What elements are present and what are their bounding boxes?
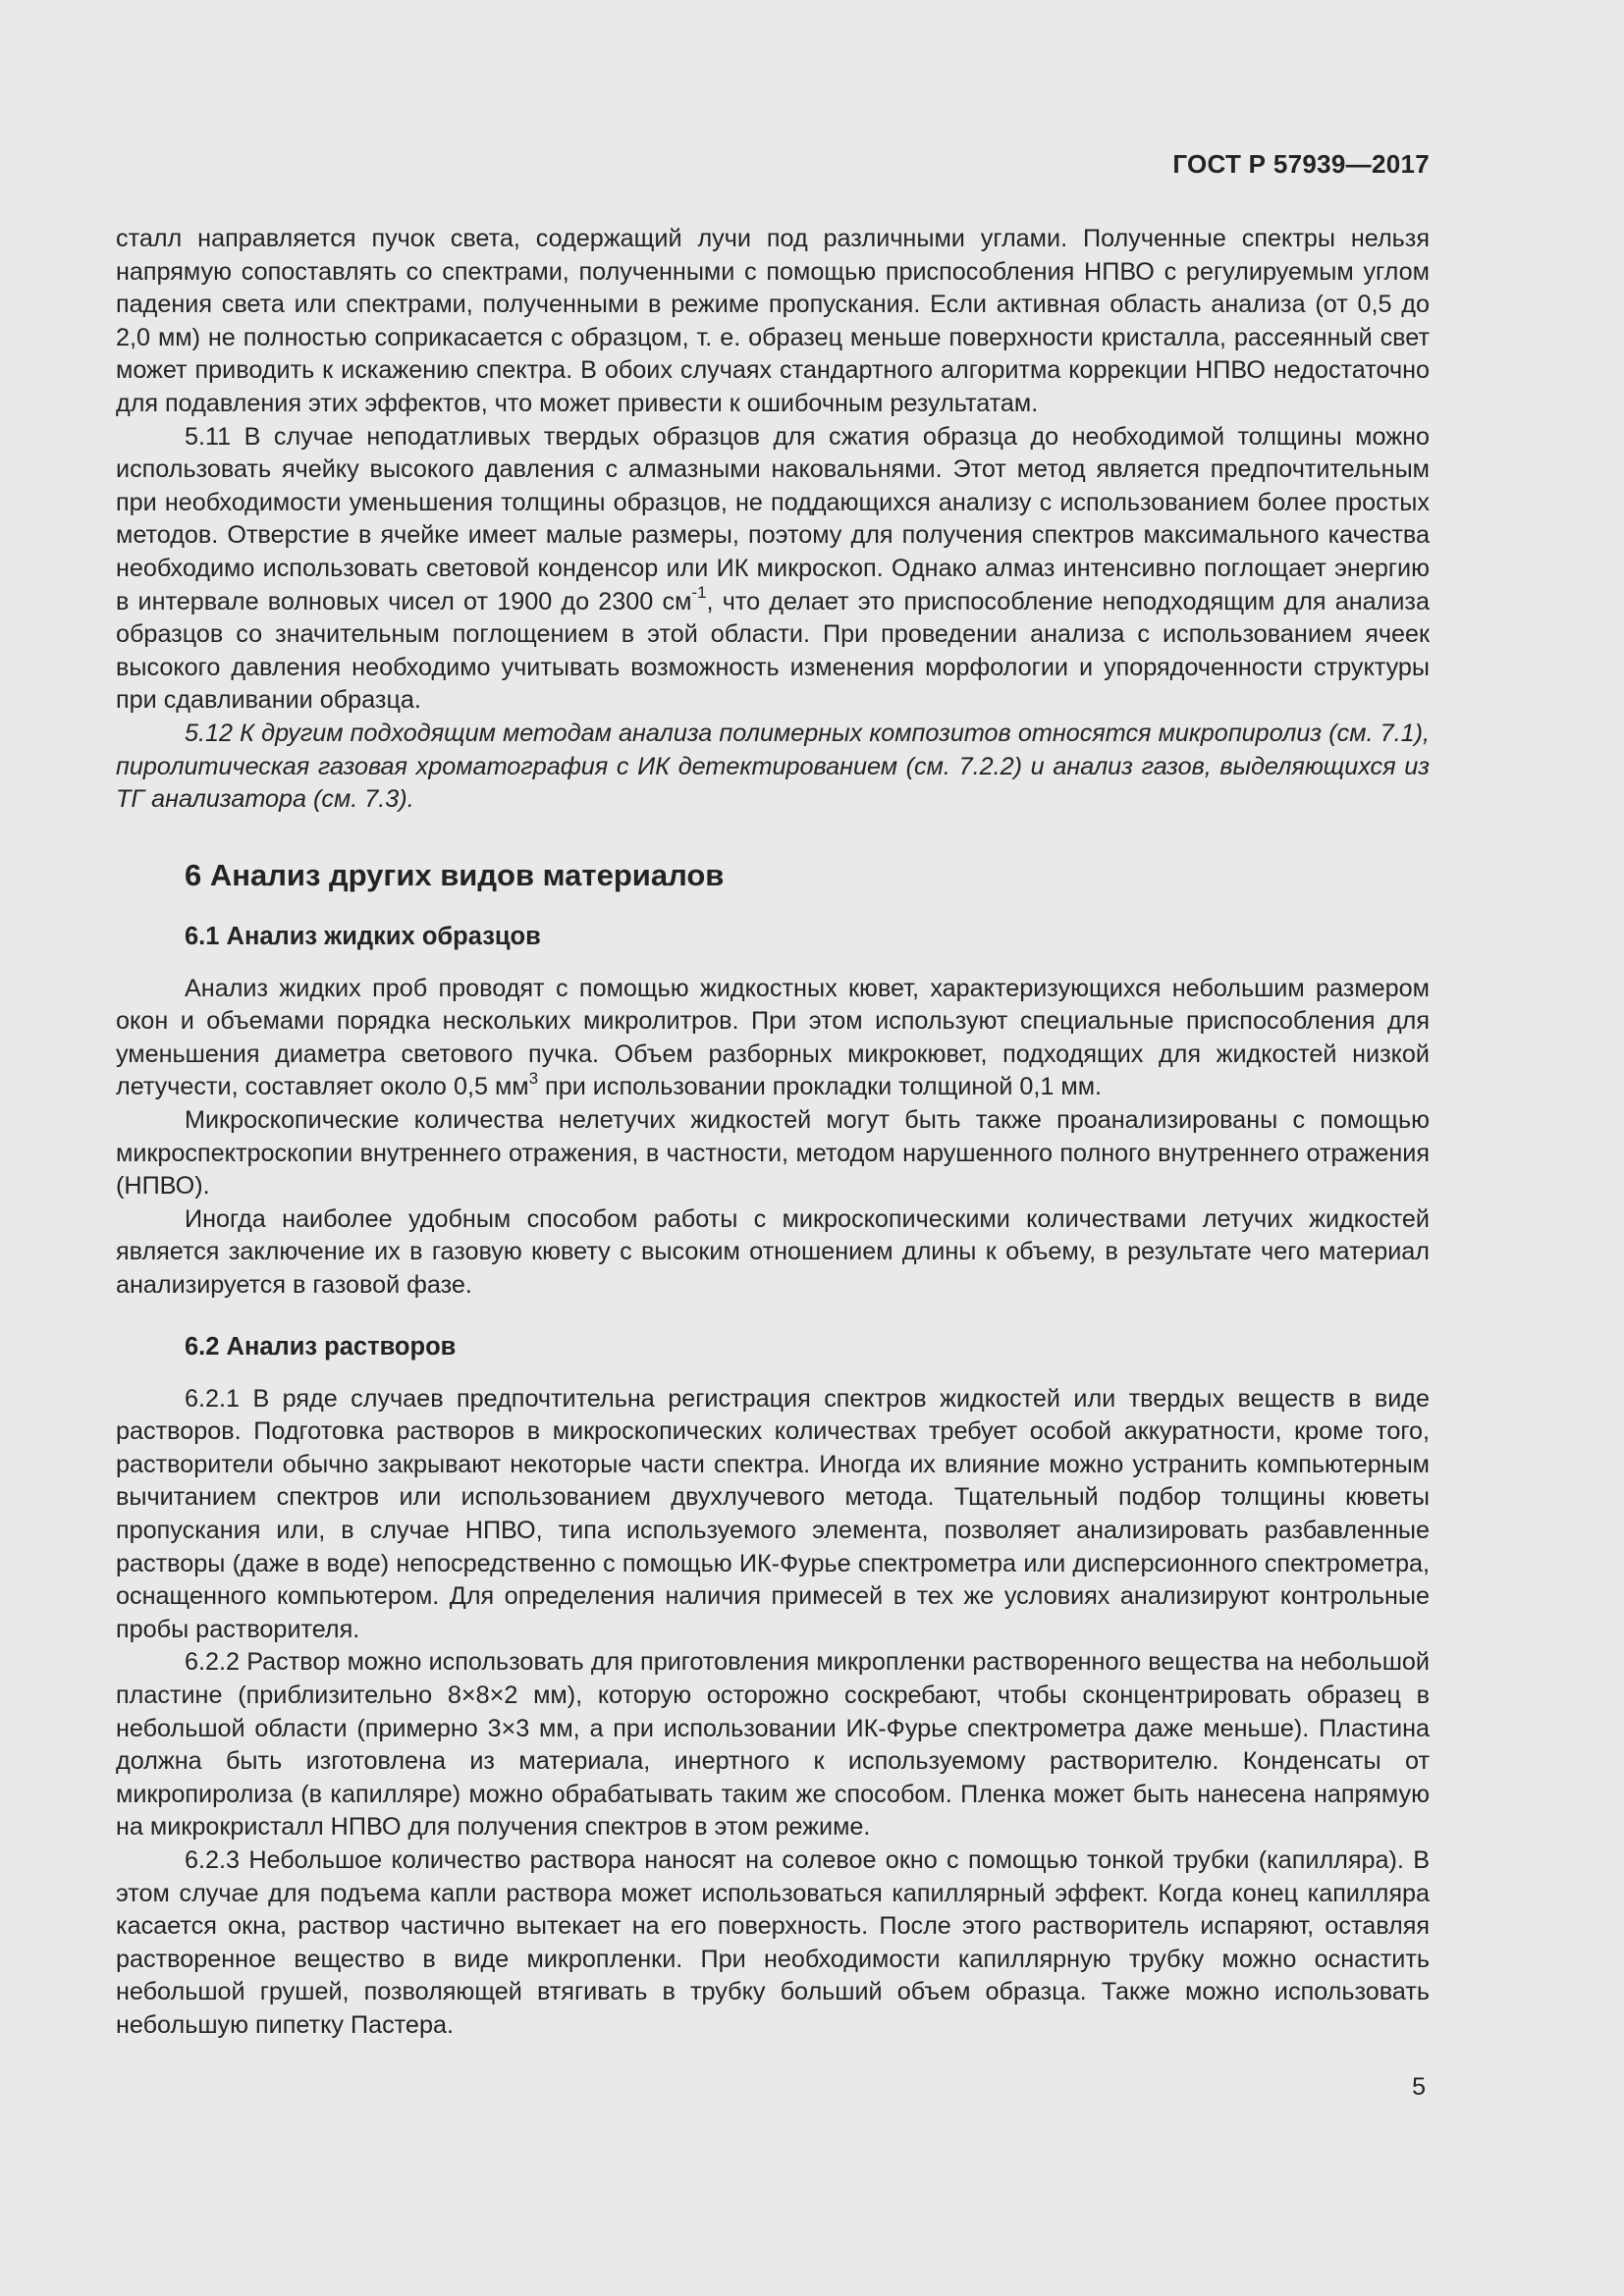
paragraph-6-2-3: 6.2.3 Небольшое количество раствора наносят на солевое окно с помощью тонкой трубки (капилляра). В этом случае для подъема капли раствора может использоваться капиллярный эффект. Когда конец капилляра касается окна, раствор частично вытекает на его поверхность. После этого растворитель испаряют, оставляя растворенное вещество в виде микропленки. При необходимости капиллярную трубку можно оснастить небольшой грушей, позволяющей втягивать в трубку больший объем образца. Также можно использовать небольшую пипетку Пастера.: [116, 1845, 1430, 2039]
subsection-6-1-heading: 6.1 Анализ жидких образцов: [185, 922, 541, 950]
paragraph-5-11-text-b: , что делает это приспособление неподходящим для анализа образцов со значительным поглощением в этой области. При проведении анализа с использованием ячеек высокого давления необходимо учитывать возможность изменения морфологии и упорядоченности структуры при сдавливании образца.: [116, 587, 1430, 715]
subsection-6-2-heading: 6.2 Анализ растворов: [185, 1332, 457, 1361]
page-number: 5: [1412, 2073, 1426, 2101]
paragraph-5-11: [116, 421, 1430, 718]
paragraph-6-2-1: 6.2.1 В ряде случаев предпочтительна регистрация спектров жидкостей или твердых веществ в виде растворов. Подготовка растворов в микроскопических количествах требует особой аккуратности, кроме того, растворители обычно закрывают некоторые части спектра. Иногда их влияние можно устранить компьютерным вычитанием спектров или использованием двухлучевого метода. Тщательный подбор толщины кюветы пропускания или, в случае НПВО, типа используемого элемента, позволяет анализировать разбавленные растворы (даже в воде) непосредственно с помощью ИК-Фурье спектрометра или дисперсионного спектрометра, оснащенного компьютером. Для определения наличия примесей в тех же условиях анализируют контрольные пробы растворителя.: [116, 1384, 1430, 1643]
paragraph-continuation: сталл направляется пучок света, содержащий лучи под различными углами. Полученные спектры нельзя напрямую сопоставлять со спектрами, полученными с помощью приспособления НПВО с регулируемым углом падения света или спектрами, полученными в режиме пропускания. Если активная область анализа (от 0,5 до 2,0 мм) не полностью соприкасается с образцом, т. е. образец меньше поверхности кристалла, рассеянный свет может приводить к искажению спектра. В обоих случаях стандартного алгоритма коррекции НПВО недостаточно для подавления этих эффектов, что может привести к ошибочным результатам.: [116, 225, 1430, 417]
paragraph-6-1-a-text-a: Анализ жидких проб проводят с помощью жидкостных кювет, характеризующихся небольшим размером окон и объемами порядка нескольких микролитров. При этом используют специальные приспособления для уменьшения диаметра светового пучка. Объем разборных микрокювет, подходящих для жидкостей низкой летучести, составляет около 0,5 мм: [116, 974, 1430, 1101]
paragraph-6-1-c: Иногда наиболее удобным способом работы с микроскопическими количествами летучих жидкостей является заключение их в газовую кювету с высоким отношением длины к объему, в результате чего материал анализируется в газовой фазе.: [116, 1204, 1430, 1300]
document-id-header: ГОСТ Р 57939—2017: [1172, 149, 1430, 179]
document-body: [116, 223, 1430, 2043]
paragraph-5-11-text-a: 5.11 В случае неподатливых твердых образцов для сжатия образца до необходимой толщины можно использовать ячейку высокого давления с алмазными наковальнями. Этот метод является предпочтительным при необходимости уменьшения толщины образцов, не поддающихся анализу с использованием более простых методов. Отверстие в ячейке имеет малые размеры, поэтому для получения спектров максимального качества необходимо использовать световой конденсор или ИК микроскоп. Однако алмаз интенсивно поглощает энергию в интервале волновых чисел от 1900 до 2300 см: [116, 422, 1430, 615]
paragraph-6-1-a: [116, 973, 1430, 1104]
paragraph-5-12: 5.12 К другим подходящим методам анализа полимерных композитов относятся микропиролиз (см. 7.1), пиролитическая газовая хроматография с ИК детектированием (см. 7.2.2) и анализ газов, выделяющихся из ТГ анализатора (см. 7.3).: [116, 719, 1430, 814]
superscript-exponent: -1: [691, 583, 707, 603]
paragraph-6-1-a-text-b: при использовании прокладки толщиной 0,1 мм.: [538, 1073, 1103, 1101]
paragraph-6-1-b: Микроскопические количества нелетучих жидкостей могут быть также проанализированы с помощью микроспектроскопии внутреннего отражения, в частности, методом нарушенного полного внутреннего отражения (НПВО).: [116, 1106, 1430, 1201]
superscript-exponent: 3: [528, 1069, 539, 1089]
section-6-heading: 6 Анализ других видов материалов: [185, 857, 725, 892]
paragraph-6-2-2: 6.2.2 Раствор можно использовать для приготовления микропленки растворенного вещества на небольшой пластине (приблизительно 8×8×2 мм), которую осторожно соскребают, чтобы сконцентрировать образец в небольшой области (примерно 3×3 мм, а при использовании ИК-Фурье спектрометра даже меньше). Пластина должна быть изготовлена из материала, инертного к используемому растворителю. Конденсаты от микропиролиза (в капилляре) можно обрабатывать таким же способом. Пленка может быть нанесена напрямую на микрокристалл НПВО для получения спектров в этом режиме.: [116, 1648, 1430, 1842]
